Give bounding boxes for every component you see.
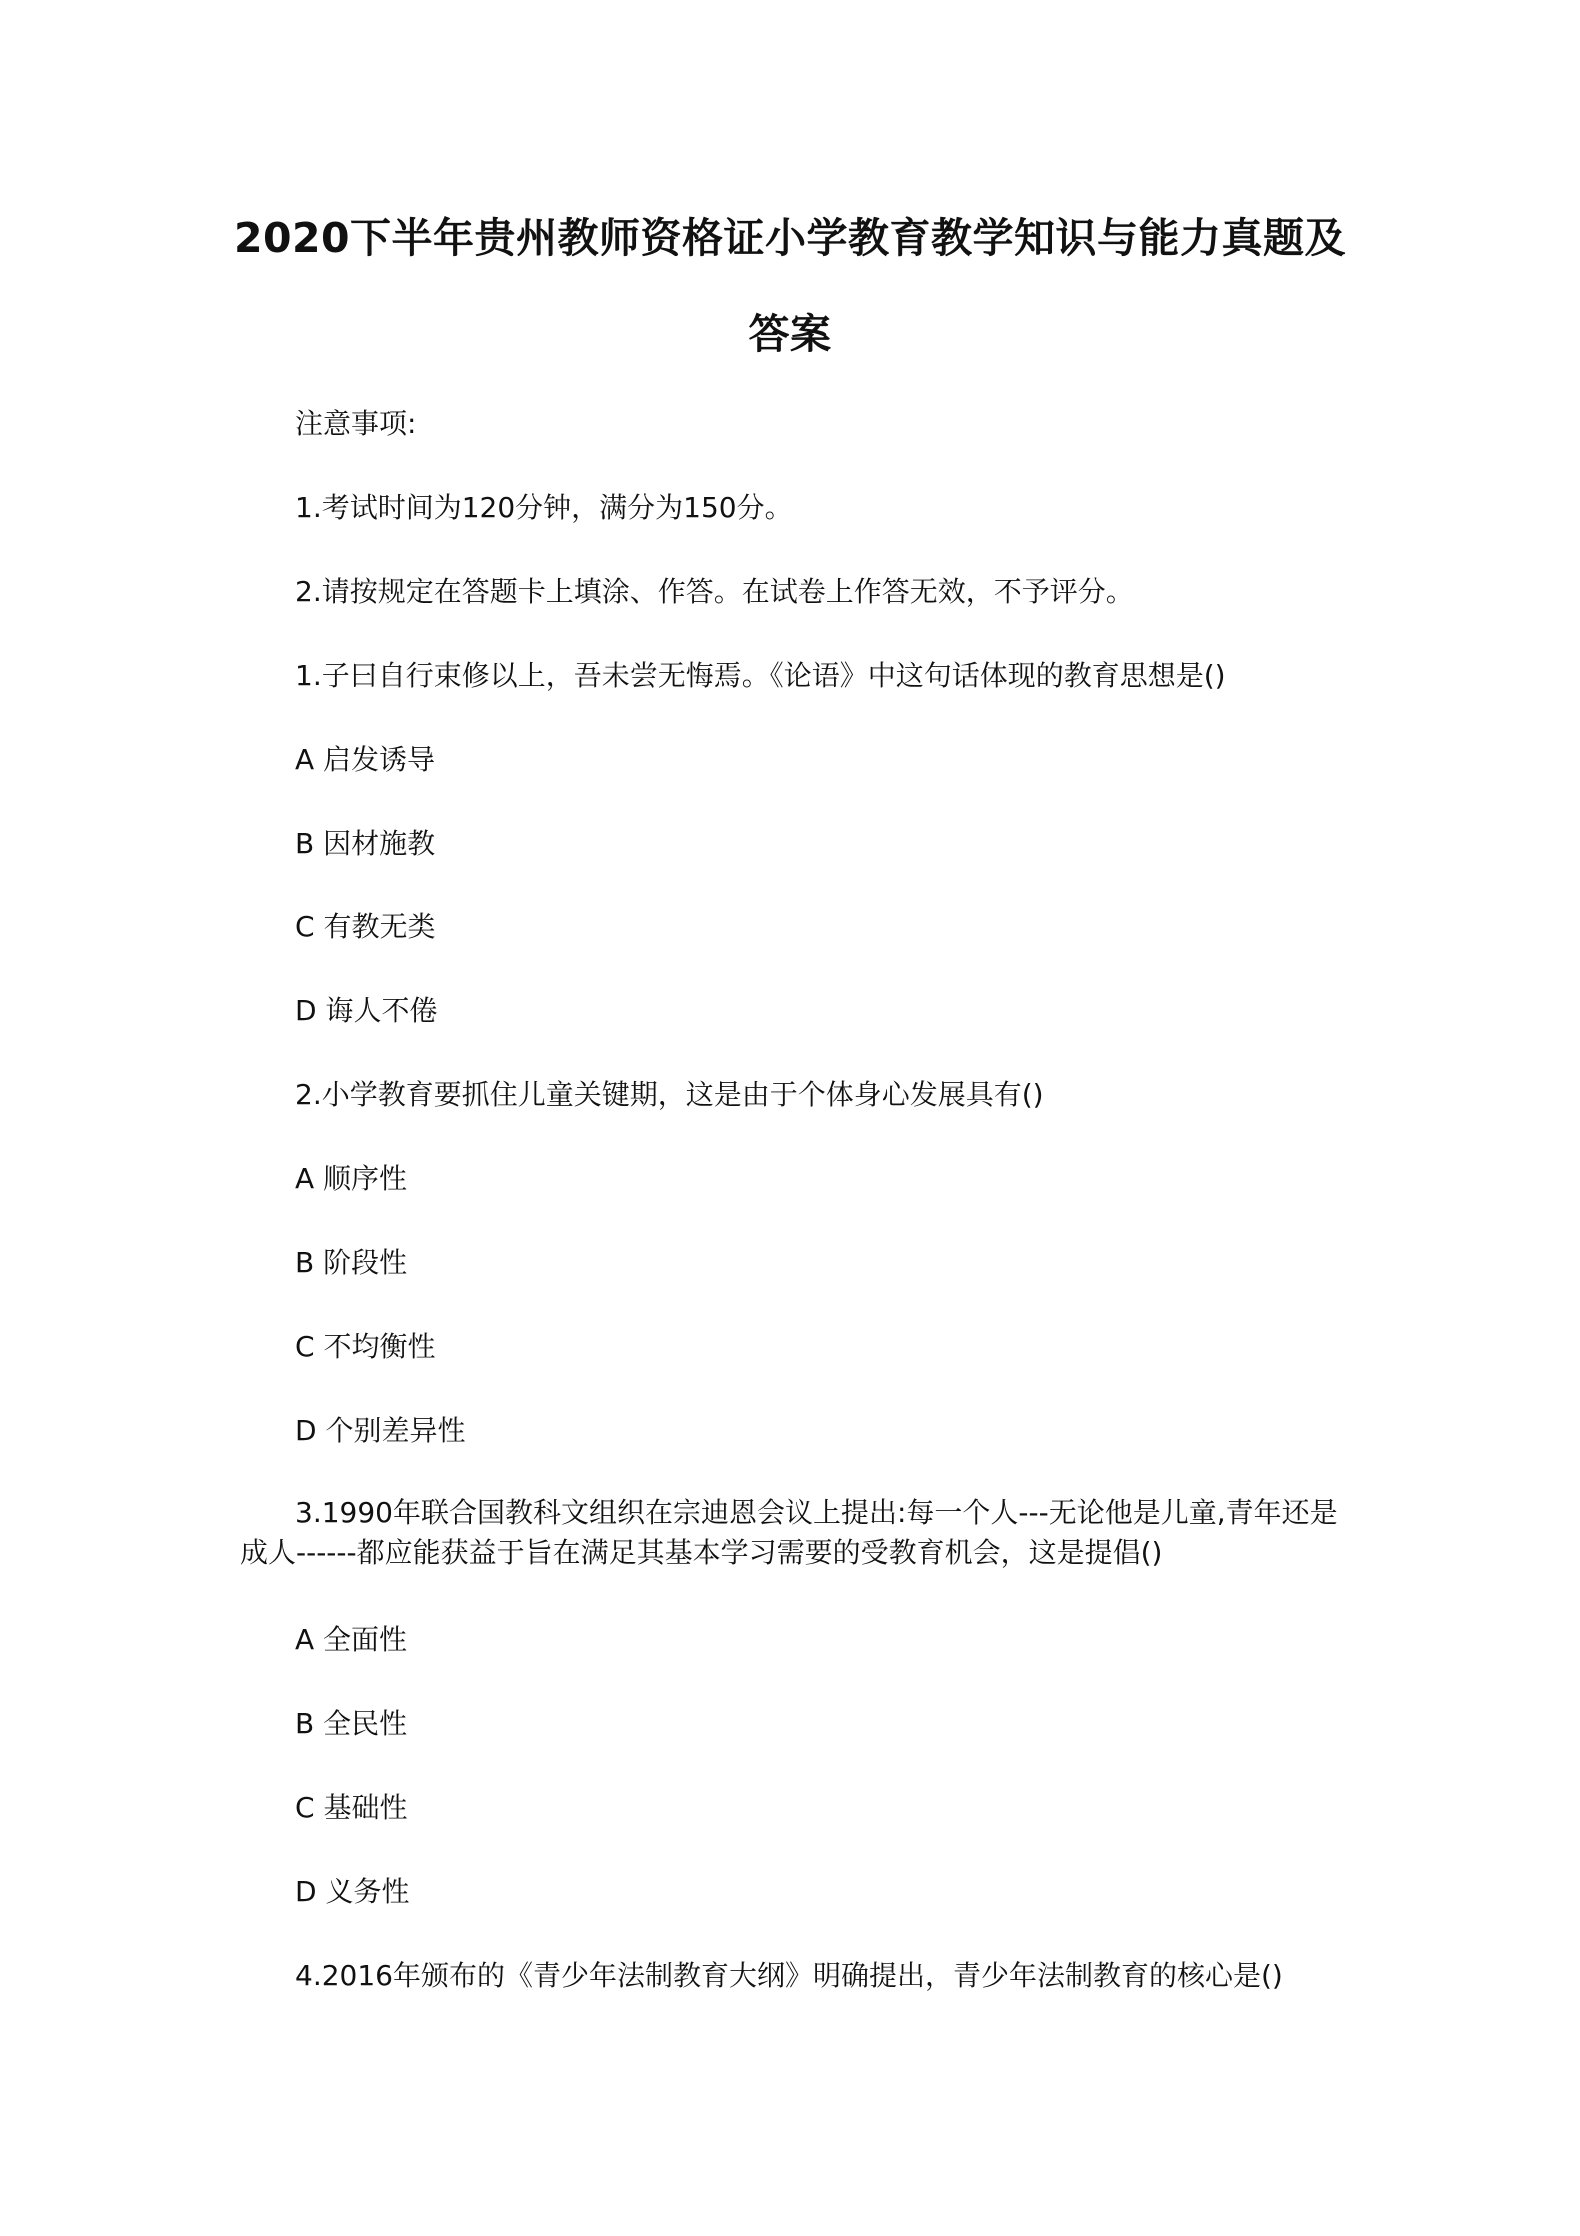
- option: D 诲人不倦: [295, 994, 438, 1027]
- option: C 不均衡性: [295, 1330, 436, 1363]
- option: A 启发诱导: [295, 743, 436, 776]
- option: D 义务性: [295, 1875, 410, 1908]
- option: A 顺序性: [295, 1162, 408, 1195]
- option: C 基础性: [295, 1791, 408, 1824]
- option: B 阶段性: [295, 1246, 408, 1279]
- option: A 全面性: [295, 1623, 408, 1656]
- question-stem: 2.小学教育要抓住儿童关键期，这是由于个体身心发展具有(): [295, 1078, 1044, 1111]
- option: B 全民性: [295, 1707, 408, 1740]
- document-title: 2020下半年贵州教师资格证小学教育教学知识与能力真题及答案: [233, 214, 1347, 358]
- question-stem: 3.1990年联合国教科文组织在宗迪恩会议上提出:每一个人---无论他是儿童,青年还是成人------都应能获益于旨在满足其基本学习需要的受教育机会，这是提倡(): [240, 1496, 1338, 1569]
- option: C 有教无类: [295, 910, 436, 943]
- question-stem: 1.子曰自行束修以上，吾未尝无悔焉。《论语》中这句话体现的教育思想是(): [295, 659, 1226, 692]
- option: B 因材施教: [295, 827, 436, 860]
- notice-item: 1.考试时间为120分钟，满分为150分。: [295, 491, 793, 524]
- notice-item: 2.请按规定在答题卡上填涂、作答。在试卷上作答无效，不予评分。: [295, 575, 1134, 608]
- question-stem: 4.2016年颁布的《青少年法制教育大纲》明确提出，青少年法制教育的核心是(): [295, 1959, 1283, 1992]
- notice-heading: 注意事项:: [295, 407, 417, 440]
- option: D 个别差异性: [295, 1414, 466, 1447]
